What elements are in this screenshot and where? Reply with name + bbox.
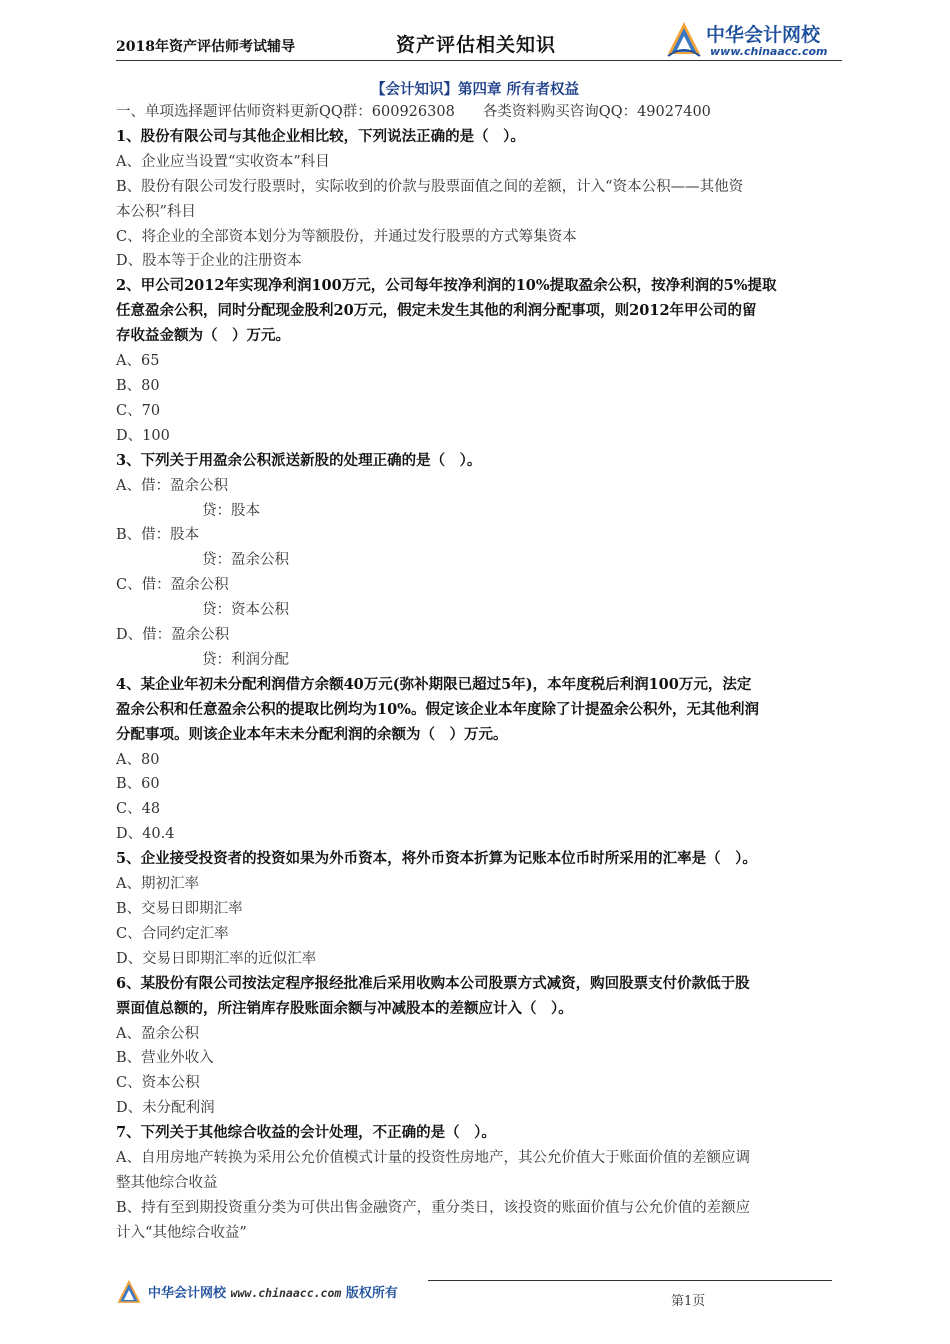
option-line: C、合同约定汇率 xyxy=(116,925,229,942)
option-line: C、70 xyxy=(116,402,161,419)
page-header xyxy=(116,16,842,62)
question-line: 任意盈余公积，同时分配现金股利20万元，假定未发生其他的利润分配事项，则2012年甲公司的留 xyxy=(116,302,757,320)
journal-credit-line: 贷：股本 xyxy=(202,502,260,519)
question-list xyxy=(116,125,840,1246)
header-subject: 资产评估相关知识 xyxy=(396,34,557,56)
footer-divider xyxy=(428,1280,832,1281)
option-line: D、股本等于企业的注册资本 xyxy=(116,253,302,270)
question-line: 7、下列关于其他综合收益的会计处理，不正确的是（ ）。 xyxy=(116,1124,496,1142)
option-line: A、80 xyxy=(116,751,160,768)
option-line: B、60 xyxy=(116,776,160,793)
option-line: B、80 xyxy=(116,377,160,394)
footer-url[interactable]: www.chinaacc.com xyxy=(230,1286,342,1300)
question-line: 票面值总额的，所注销库存股账面余额与冲减股本的差额应计入（ ）。 xyxy=(116,999,573,1017)
option-line: 本公积”科目 xyxy=(116,203,196,220)
document-body xyxy=(116,100,840,1246)
section-intro xyxy=(116,100,840,125)
question-line: 盈余公积和任意盈余公积的提取比例均为10%。假定该企业本年度除了计提盈余公积外，无其他利润 xyxy=(116,700,759,718)
journal-credit-line: 贷：盈余公积 xyxy=(202,552,289,569)
option-line: 计入“其他综合收益” xyxy=(116,1224,247,1241)
header-logo[interactable] xyxy=(666,18,842,62)
option-line: A、期初汇率 xyxy=(116,876,199,893)
document-title: 【会计知识】第四章 所有者权益 xyxy=(370,81,580,98)
footer-brand: 中华会计网校 xyxy=(148,1286,227,1301)
journal-credit-line: 贷：资本公积 xyxy=(202,602,289,619)
question-line: 4、某企业年初未分配利润借方余额40万元(弥补期限已超过5年)，本年度税后利润100万元，法定 xyxy=(116,675,752,693)
page-number: 第1页 xyxy=(671,1294,706,1309)
question-line: 1、股份有限公司与其他企业相比较，下列说法正确的是（ ）。 xyxy=(116,127,525,145)
option-line: C、将企业的全部资本划分为等额股份，并通过发行股票的方式筹集资本 xyxy=(116,228,577,245)
option-line: A、65 xyxy=(116,353,160,370)
page-footer xyxy=(116,1274,842,1334)
footer-rights: 版权所有 xyxy=(345,1286,398,1301)
question-line: 分配事项。则该企业本年末未分配利润的余额为（ ）万元。 xyxy=(116,725,508,743)
option-line: 整其他综合收益 xyxy=(116,1174,218,1191)
question-line: 5、企业接受投资者的投资如果为外币资本，将外币资本折算为记账本位币时所采用的汇率是（ ）。 xyxy=(116,850,757,868)
option-line: B、借：股本 xyxy=(116,527,200,544)
option-line: A、盈余公积 xyxy=(116,1025,199,1042)
option-line: D、借：盈余公积 xyxy=(116,627,230,644)
option-line: C、资本公积 xyxy=(116,1075,200,1092)
section-heading: 一、单项选择题评估师资料更新QQ群：600926308 xyxy=(116,104,455,120)
journal-credit-line: 贷：利润分配 xyxy=(202,651,289,668)
option-line: A、借：盈余公积 xyxy=(116,477,228,494)
option-line: A、自用房地产转换为采用公允价值模式计量的投资性房地产，其公允价值大于账面价值的差额应调 xyxy=(116,1150,750,1167)
option-line: D、100 xyxy=(116,427,170,444)
logo-text: 中华会计网校 xyxy=(706,24,821,46)
logo-url: www.chinaacc.com xyxy=(710,45,828,58)
option-line: B、营业外收入 xyxy=(116,1050,214,1067)
header-exam-title: 2018年资产评估师考试辅导 xyxy=(116,39,295,55)
option-line: B、股份有限公司发行股票时，实际收到的价款与股票面值之间的差额，计入“资本公积——其他资 xyxy=(116,178,744,195)
option-line: B、持有至到期投资重分类为可供出售金融资产，重分类日，该投资的账面价值与公允价值的差额应 xyxy=(116,1199,751,1216)
question-line: 2、甲公司2012年实现净利润100万元，公司每年按净利润的10%提取盈余公积，按净利润的5%提取 xyxy=(116,277,777,295)
question-line: 6、某股份有限公司按法定程序报经批准后采用收购本公司股票方式减资，购回股票支付价款低于股 xyxy=(116,974,750,992)
option-line: C、借：盈余公积 xyxy=(116,577,229,594)
header-divider xyxy=(116,60,842,61)
question-line: 存收益金额为（ ）万元。 xyxy=(116,327,290,345)
option-line: A、企业应当设置“实收资本”科目 xyxy=(116,153,330,170)
contact-info: 各类资料购买咨询QQ：49027400 xyxy=(482,104,711,120)
footer-brand-line xyxy=(148,1282,398,1301)
option-line: C、48 xyxy=(116,801,161,818)
logo-mark-icon xyxy=(666,20,702,58)
option-line: D、交易日即期汇率的近似汇率 xyxy=(116,950,317,967)
option-line: D、未分配利润 xyxy=(116,1100,215,1117)
option-line: D、40.4 xyxy=(116,826,175,843)
option-line: B、交易日即期汇率 xyxy=(116,901,243,917)
question-line: 3、下列关于用盈余公积派送新股的处理正确的是（ ）。 xyxy=(116,451,482,469)
footer-logo-icon xyxy=(116,1278,142,1306)
